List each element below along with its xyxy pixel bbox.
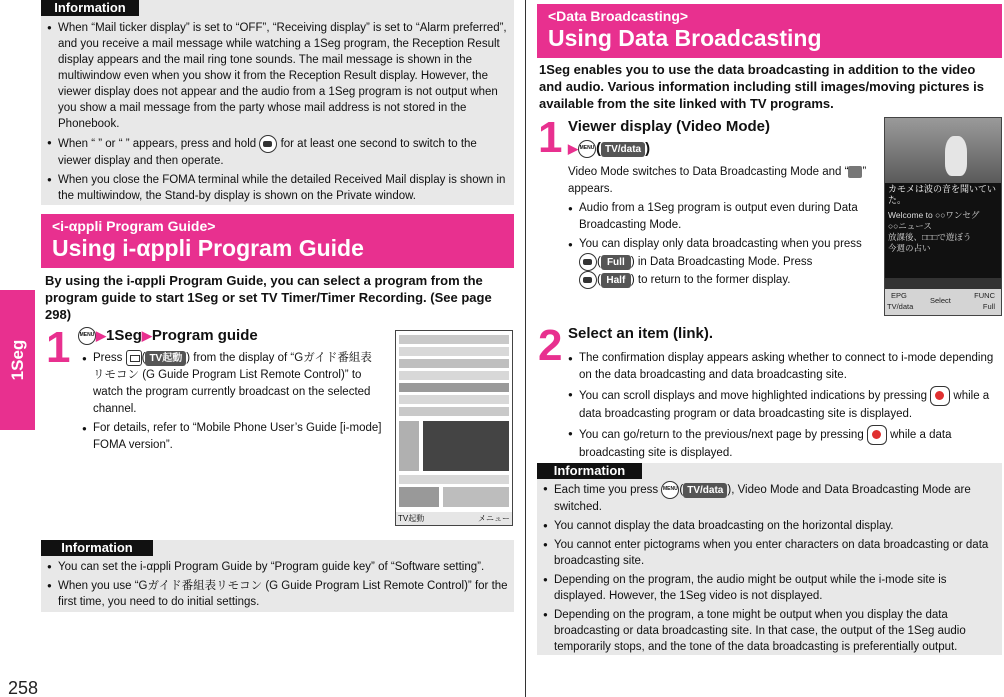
info-bullet: ● Depending on the program, the audio might be output while the i-mode site is displayed. However, the 1Seg video is not displayed. <box>543 572 996 604</box>
step-number: 1 <box>46 323 71 372</box>
step-title-guide: Program guide <box>151 327 258 344</box>
info-bullet: ● Each time you press MENU ( TV/data ), Video Mode and Data Broadcasting Mode are switched. <box>543 481 996 515</box>
data-broadcast-screenshot <box>884 117 1002 316</box>
step-number: 2 <box>538 321 563 370</box>
step-bullet: ● Press ( TV起動 ) from the display of “Gガイド番組表リモコン (G Guide Program List Remote Control)” to watch the program currently broadcast on the selected channel. <box>82 350 382 418</box>
info-bullet-text: ), Video Mode and Data Broadcasting Mode are switched. <box>554 484 971 513</box>
step-bullet-text: You can go/return to the previous/next page by pressing <box>579 429 864 442</box>
info-box-bottom-left <box>41 540 514 612</box>
guide-intro: By using the i-αppli Program Guide, you can select a program from the program guide to start 1Seg or set TV Timer/Timer Recording. (See page 298) <box>45 273 492 322</box>
screen-softkey-left: TV起動 <box>398 514 425 523</box>
menu-key-icon: MENU <box>661 481 679 499</box>
step-bullet <box>568 386 1000 423</box>
page-number: 258 <box>8 678 39 697</box>
step-bullet: ● For details, refer to “Mobile Phone User’s Guide [i-mode] FOMA version”. <box>82 420 382 454</box>
camera-key-icon <box>579 253 597 271</box>
camera-key-icon <box>259 135 277 153</box>
info-bullet: ● You cannot display the data broadcasting on the horizontal display. <box>543 518 996 534</box>
nav-key-icon <box>930 386 950 406</box>
arrow-icon: ▶ <box>96 328 106 343</box>
camera-key-icon <box>579 271 597 289</box>
screen-softkey: Select <box>930 296 951 305</box>
section-header-data <box>537 4 1002 58</box>
tv-data-softkey: TV/data <box>683 483 727 498</box>
mail-key-icon <box>126 350 142 366</box>
info-bullet <box>47 135 508 169</box>
section-subtitle: <Data Broadcasting> <box>548 8 689 24</box>
screen-line: 放課後、□□□で遊ぼう <box>888 232 972 242</box>
info-bullet: ● When you close the FOMA terminal while the detailed Received Mail display is shown in the multiwindow, the Stand-by display is shown on the Private window. <box>47 172 508 204</box>
step-bullet: ● The confirmation display appears asking whether to connect to i-mode depending on the data broadcasting and data broadcasting site. <box>568 350 1000 384</box>
screen-softkey: TV/data <box>887 302 914 311</box>
screen-caption: カモメは波の音を聞いていた。 <box>888 184 997 205</box>
info-bullet: ● When you use “Gガイド番組表リモコン (G Guide Program List Remote Control)” for the first time, you need to do initial settings. <box>47 578 508 610</box>
step-bullet-text: ) from the display of “Gガイド番組表リモコン (G Guide Program List Remote Control)” to watch the program currently broadcast on the selected channel. <box>93 352 372 416</box>
tv-data-softkey: TV/data <box>601 142 645 157</box>
info-bullet: ● You can set the i-αppli Program Guide by “Program guide key” of “Software setting”. <box>47 559 508 575</box>
step-keys: ▶ MENU ( TV/data ) <box>568 140 651 157</box>
nav-key-icon <box>867 425 887 445</box>
info-bullet: ● You cannot enter pictograms when you enter characters on data broadcasting or data broadcasting site. <box>543 537 996 569</box>
full-softkey: Full <box>601 255 631 270</box>
info-box-top <box>41 0 514 205</box>
step-bullet-text: ) to return to the former display. <box>630 274 791 287</box>
screen-line: ○○ニュース <box>888 221 932 231</box>
step-bullet-text: You can display only data broadcasting when you press <box>579 238 862 250</box>
column-divider <box>525 0 526 697</box>
arrow-icon: ▶ <box>141 328 152 343</box>
info-tag: Information <box>41 0 139 16</box>
step-bullet: ● Audio from a 1Seg program is output even during Data Broadcasting Mode. <box>568 200 873 234</box>
screen-line: Welcome to ○○ワンセグ <box>888 210 980 220</box>
step-bullet-text: Press <box>93 352 123 365</box>
step-bullet-text: ) in Data Broadcasting Mode. Press <box>630 256 813 269</box>
step-bullet-text: You can scroll displays and move highlighted indications by pressing <box>579 390 927 403</box>
step-bullet: ● You can display only data broadcasting when you press ( Full ) in Data Broadcasting Mode. Press ( Half ) to return to the former display. <box>568 236 873 289</box>
step-title <box>78 326 258 346</box>
step-bullet <box>568 425 1000 462</box>
arrow-icon: ▶ <box>568 141 578 156</box>
info-bullet-text: When “ ” or “ ” appears, press and hold <box>58 138 257 151</box>
info-tag: Information <box>41 540 153 556</box>
screen-softkey-right: メニュー <box>478 514 510 523</box>
data-intro: 1Seg enables you to use the data broadcasting in addition to the video and audio. Various information including still images/moving pictures is available from the site linked with TV programs. <box>539 62 984 111</box>
step-title: Select an item (link). <box>568 325 714 342</box>
info-bullet: ● Depending on the program, a tone might be output when you display the data broadcasting or data broadcasting site. In that case, the output of the 1Seg audio temporarily stops, and the tone of the data broadcasting is preferentially output. <box>543 607 996 655</box>
program-guide-screenshot <box>395 330 513 526</box>
data-step1-body <box>568 164 873 291</box>
menu-key-icon: MENU <box>578 140 596 158</box>
step-title-1seg: 1Seg <box>106 327 142 344</box>
screen-line: 今週の占い <box>888 243 931 253</box>
section-title: Using i-αppli Program Guide <box>52 235 364 261</box>
info-bullet: ● When “Mail ticker display” is set to “OFF”, “Receiving display” is set to “Alarm preferred”, and you receive a mail message while watching a 1Seg program, the Reception Result display appears and the mail ring tone sounds. The mail message is shown in the multiwindow even when you show it from the Reception Result display. However, the viewer display does not appear and the audio from a 1Seg program is not output when you show a mail message from the party whose mail address is not stored in the Phonebook. <box>47 20 508 132</box>
step-plain-text: ” appears. <box>568 166 867 195</box>
step-title: Viewer display (Video Mode) <box>568 118 771 135</box>
menu-key-icon: MENU <box>78 327 96 345</box>
info-tag: Information <box>537 463 642 479</box>
section-side-tab <box>0 290 35 430</box>
info-bullet-text: for at least one second to switch to the viewer display and then operate. <box>58 138 477 167</box>
step-bullet-text: while a data broadcasting program or data broadcasting site is displayed. <box>579 390 990 420</box>
info-box-right <box>537 463 1002 655</box>
data-step2-body <box>568 350 1000 464</box>
step-plain: Video Mode switches to Data Broadcasting Mode and “ ” appears. <box>568 166 867 195</box>
step-plain-text: Video Mode switches to Data Broadcasting Mode and <box>568 166 842 178</box>
screen-softkey: Full <box>982 302 995 311</box>
tv-start-softkey: TV起動 <box>145 351 186 366</box>
step-bullet-text: while a data broadcasting site is displayed. <box>579 429 952 459</box>
step-number: 1 <box>538 113 563 162</box>
section-subtitle: <i-αppli Program Guide> <box>52 218 216 234</box>
data-mode-icon <box>848 166 862 178</box>
screen-softkey: EPG <box>891 291 907 300</box>
half-softkey: Half <box>601 273 631 288</box>
screen-softkey: FUNC <box>974 291 995 300</box>
info-bullet-text: Each time you press <box>554 484 659 497</box>
section-title: Using Data Broadcasting <box>548 25 822 51</box>
side-tab-label: 1Seg <box>7 339 27 381</box>
section-header-guide <box>41 214 514 268</box>
guide-step-body <box>82 350 382 456</box>
